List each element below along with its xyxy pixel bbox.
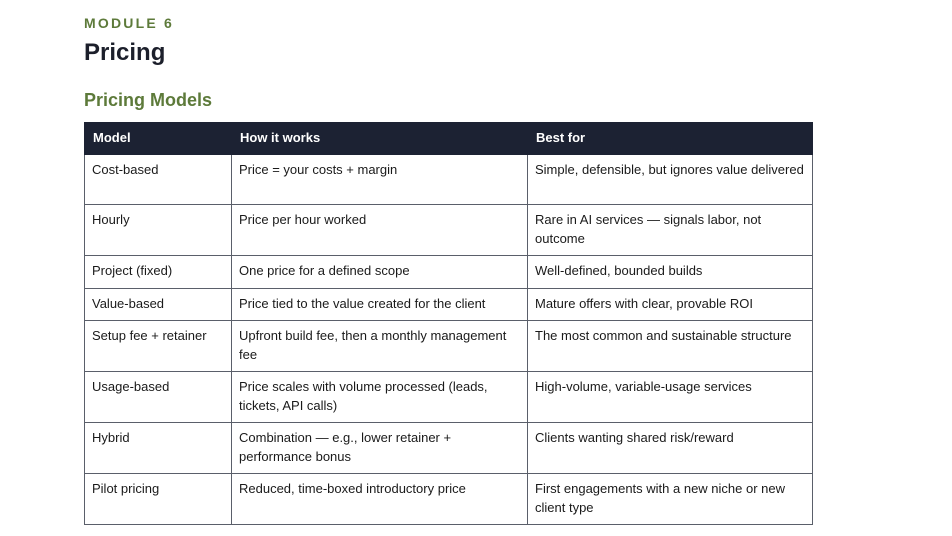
- cell-how-it-works: One price for a defined scope: [232, 256, 528, 289]
- cell-best-for: Mature offers with clear, provable ROI: [528, 288, 813, 321]
- cell-best-for: Clients wanting shared risk/reward: [528, 423, 813, 474]
- cell-best-for: First engagements with a new niche or new client type: [528, 474, 813, 525]
- table-row: [85, 474, 813, 525]
- cell-model: Cost-based: [85, 155, 232, 205]
- cell-model: Value-based: [85, 288, 232, 321]
- cell-model: Hybrid: [85, 423, 232, 474]
- cell-model: Setup fee + retainer: [85, 321, 232, 372]
- table-row: [85, 205, 813, 256]
- cell-model: Pilot pricing: [85, 474, 232, 525]
- cell-best-for: Rare in AI services — signals labor, not outcome: [528, 205, 813, 256]
- module-label: MODULE 6: [84, 15, 174, 31]
- cell-how-it-works: Price = your costs + margin: [232, 155, 528, 205]
- cell-best-for: High-volume, variable-usage services: [528, 372, 813, 423]
- pricing-models-table: [84, 122, 813, 525]
- cell-best-for: Simple, defensible, but ignores value delivered: [528, 155, 813, 205]
- table-row: [85, 155, 813, 205]
- page-title: Pricing: [84, 39, 166, 66]
- cell-how-it-works: Reduced, time-boxed introductory price: [232, 474, 528, 525]
- table-row: [85, 423, 813, 474]
- cell-model: Hourly: [85, 205, 232, 256]
- table-row: [85, 372, 813, 423]
- cell-model: Usage-based: [85, 372, 232, 423]
- cell-how-it-works: Price scales with volume processed (leads, tickets, API calls): [232, 372, 528, 423]
- table-row: [85, 288, 813, 321]
- table-row: [85, 321, 813, 372]
- cell-how-it-works: Upfront build fee, then a monthly management fee: [232, 321, 528, 372]
- cell-how-it-works: Combination — e.g., lower retainer + performance bonus: [232, 423, 528, 474]
- table-header-row: [85, 123, 813, 155]
- column-header-model: Model: [85, 123, 232, 155]
- section-title: Pricing Models: [84, 90, 213, 110]
- column-header-how-it-works: How it works: [232, 123, 528, 155]
- cell-best-for: Well-defined, bounded builds: [528, 256, 813, 289]
- cell-how-it-works: Price per hour worked: [232, 205, 528, 256]
- cell-how-it-works: Price tied to the value created for the client: [232, 288, 528, 321]
- cell-model: Project (fixed): [85, 256, 232, 289]
- cell-best-for: The most common and sustainable structure: [528, 321, 813, 372]
- table-row: [85, 256, 813, 289]
- column-header-best-for: Best for: [528, 123, 813, 155]
